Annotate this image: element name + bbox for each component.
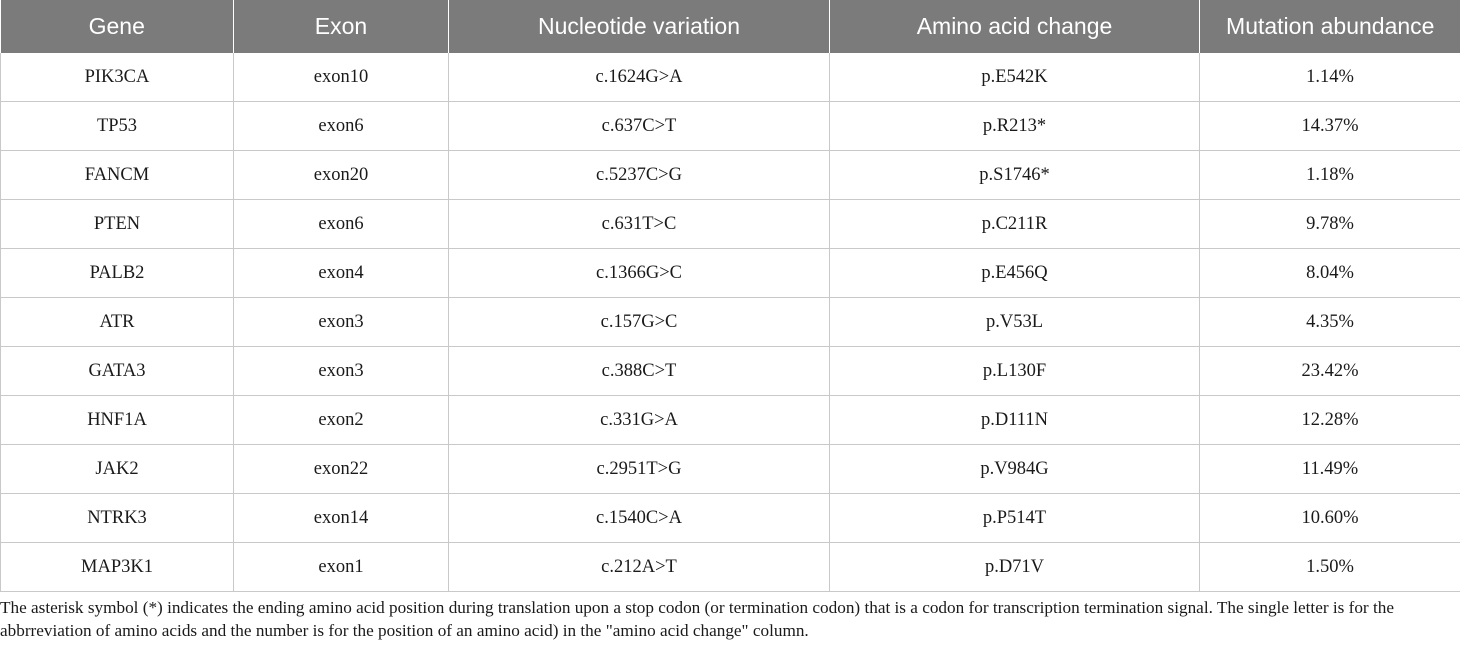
table-footnote: The asterisk symbol (*) indicates the ending amino acid position during translation upon a stop codon (or termination codon) that is a codon for transcription termination signal. The single letter is for the abbrreviation of amino acids and the number is for the position of an amino acid) in the "amino acid change" column. <box>0 598 1394 640</box>
cell-mutation-abundance: 14.37% <box>1200 102 1460 151</box>
cell-nucleotide-variation: c.331G>A <box>449 396 830 445</box>
table-row <box>1 396 1460 445</box>
cell-nucleotide-variation: c.637C>T <box>449 102 830 151</box>
cell-amino-acid-change: p.V53L <box>830 298 1200 347</box>
cell-gene: GATA3 <box>1 347 234 396</box>
header-amino-acid-change: Amino acid change <box>830 0 1200 53</box>
cell-exon: exon2 <box>234 396 449 445</box>
cell-nucleotide-variation: c.1624G>A <box>449 53 830 102</box>
table-row <box>1 445 1460 494</box>
header-nucleotide-variation: Nucleotide variation <box>449 0 830 53</box>
cell-gene: TP53 <box>1 102 234 151</box>
cell-exon: exon3 <box>234 347 449 396</box>
table-row <box>1 200 1460 249</box>
cell-nucleotide-variation: c.5237C>G <box>449 151 830 200</box>
header-gene: Gene <box>1 0 234 53</box>
cell-nucleotide-variation: c.1540C>A <box>449 494 830 543</box>
header-mutation-abundance: Mutation abundance <box>1200 0 1460 53</box>
table-row <box>1 53 1460 102</box>
table-row <box>1 249 1460 298</box>
cell-mutation-abundance: 11.49% <box>1200 445 1460 494</box>
cell-mutation-abundance: 10.60% <box>1200 494 1460 543</box>
table-row <box>1 347 1460 396</box>
cell-amino-acid-change: p.E456Q <box>830 249 1200 298</box>
cell-exon: exon3 <box>234 298 449 347</box>
cell-amino-acid-change: p.S1746* <box>830 151 1200 200</box>
table-row <box>1 102 1460 151</box>
cell-exon: exon20 <box>234 151 449 200</box>
cell-gene: JAK2 <box>1 445 234 494</box>
cell-mutation-abundance: 9.78% <box>1200 200 1460 249</box>
table-row <box>1 298 1460 347</box>
cell-amino-acid-change: p.V984G <box>830 445 1200 494</box>
cell-exon: exon10 <box>234 53 449 102</box>
cell-gene: PTEN <box>1 200 234 249</box>
cell-nucleotide-variation: c.212A>T <box>449 543 830 592</box>
cell-amino-acid-change: p.D111N <box>830 396 1200 445</box>
cell-gene: ATR <box>1 298 234 347</box>
cell-mutation-abundance: 4.35% <box>1200 298 1460 347</box>
cell-exon: exon6 <box>234 200 449 249</box>
cell-mutation-abundance: 23.42% <box>1200 347 1460 396</box>
cell-amino-acid-change: p.C211R <box>830 200 1200 249</box>
cell-mutation-abundance: 1.50% <box>1200 543 1460 592</box>
header-row <box>1 0 1460 53</box>
cell-mutation-abundance: 12.28% <box>1200 396 1460 445</box>
cell-gene: HNF1A <box>1 396 234 445</box>
cell-mutation-abundance: 1.14% <box>1200 53 1460 102</box>
cell-amino-acid-change: p.R213* <box>830 102 1200 151</box>
table-row <box>1 543 1460 592</box>
cell-nucleotide-variation: c.388C>T <box>449 347 830 396</box>
table-header <box>1 0 1460 53</box>
cell-gene: MAP3K1 <box>1 543 234 592</box>
cell-gene: FANCM <box>1 151 234 200</box>
cell-nucleotide-variation: c.1366G>C <box>449 249 830 298</box>
cell-gene: PIK3CA <box>1 53 234 102</box>
cell-mutation-abundance: 8.04% <box>1200 249 1460 298</box>
cell-amino-acid-change: p.E542K <box>830 53 1200 102</box>
cell-nucleotide-variation: c.631T>C <box>449 200 830 249</box>
cell-exon: exon6 <box>234 102 449 151</box>
cell-amino-acid-change: p.L130F <box>830 347 1200 396</box>
cell-amino-acid-change: p.P514T <box>830 494 1200 543</box>
table-body <box>1 53 1460 592</box>
table-row <box>1 151 1460 200</box>
cell-exon: exon4 <box>234 249 449 298</box>
cell-gene: PALB2 <box>1 249 234 298</box>
table-row <box>1 494 1460 543</box>
cell-mutation-abundance: 1.18% <box>1200 151 1460 200</box>
cell-nucleotide-variation: c.2951T>G <box>449 445 830 494</box>
cell-exon: exon14 <box>234 494 449 543</box>
cell-exon: exon1 <box>234 543 449 592</box>
cell-exon: exon22 <box>234 445 449 494</box>
header-exon: Exon <box>234 0 449 53</box>
cell-nucleotide-variation: c.157G>C <box>449 298 830 347</box>
cell-amino-acid-change: p.D71V <box>830 543 1200 592</box>
cell-gene: NTRK3 <box>1 494 234 543</box>
